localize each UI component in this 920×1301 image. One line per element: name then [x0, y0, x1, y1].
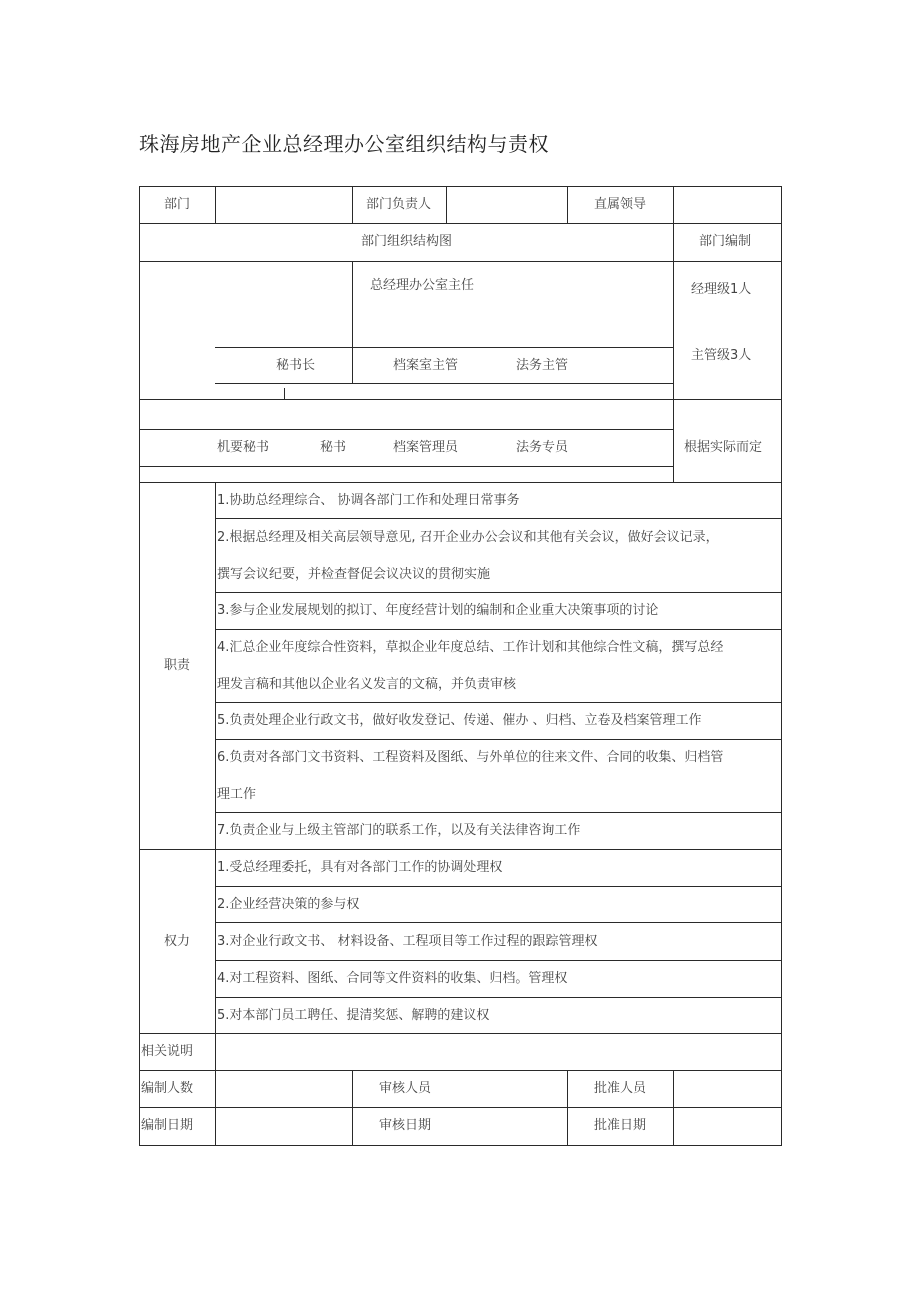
staffing-label: 部门编制 — [699, 234, 752, 249]
row-divider — [215, 812, 782, 813]
org-node-legal-supervisor: 法务主管 — [516, 358, 569, 373]
dept-head-label: 部门负责人 — [366, 197, 432, 212]
row-divider — [139, 223, 782, 224]
row-divider — [139, 482, 782, 483]
row-divider — [215, 886, 782, 887]
duty-item-6-line-2: 理工作 — [217, 787, 257, 802]
org-node-secretary-general: 秘书长 — [276, 358, 316, 373]
table-border-bottom — [139, 1145, 782, 1146]
row-divider — [446, 186, 447, 223]
org-box-line — [215, 383, 673, 384]
row-divider — [139, 261, 782, 262]
org-box-line — [139, 429, 673, 430]
org-box-line — [215, 347, 673, 348]
duty-item-4-line-2: 理发言稿和其他以企业名义发言的文稿，并负责审核 — [217, 677, 517, 692]
approver-label: 批准人员 — [594, 1081, 647, 1096]
duty-item-5: 5.负责处理企业行政文书，做好收发登记、传递、催办 、归档、立卷及档案管理工作 — [217, 713, 702, 728]
org-node-confidential-secretary: 机要秘书 — [217, 440, 270, 455]
direct-leader-label: 直属领导 — [594, 197, 647, 212]
row-divider — [567, 186, 568, 223]
row-divider — [352, 186, 353, 223]
org-node-legal-specialist: 法务专员 — [516, 440, 569, 455]
duty-item-2-line-2: 撰写会议纪要，并检查督促会议决议的贯彻实施 — [217, 567, 491, 582]
duty-item-4-line-1: 4.汇总企业年度综合性资料，草拟企业年度总结、工作计划和其他综合性文稿，撰写总经 — [217, 640, 724, 655]
row-divider — [139, 1107, 782, 1108]
row-divider — [215, 960, 782, 961]
column-divider — [352, 1070, 353, 1146]
staffing-manager-count: 经理级1人 — [691, 282, 752, 297]
org-node-archive-supervisor: 档案室主管 — [393, 358, 459, 373]
dept-label: 部门 — [164, 197, 191, 212]
duty-item-2-line-1: 2.根据总经理及相关高层领导意见, 召开企业办公会议和其他有关会议，做好会议记录， — [217, 530, 719, 545]
duty-item-7: 7.负责企业与上级主管部门的联系工作，以及有关法律咨询工作 — [217, 823, 581, 838]
org-chart-label: 部门组织结构图 — [361, 234, 453, 249]
page-title: 珠海房地产企业总经理办公室组织结构与责权 — [139, 132, 549, 156]
row-divider — [215, 702, 782, 703]
org-box-line — [139, 399, 782, 400]
staffing-supervisor-count: 主管级3人 — [691, 348, 752, 363]
column-divider — [567, 1070, 568, 1146]
org-connector — [284, 388, 285, 399]
row-divider — [139, 849, 782, 850]
powers-label: 权力 — [164, 934, 191, 949]
reviewer-label: 审核人员 — [379, 1081, 432, 1096]
approve-date-label: 批准日期 — [594, 1118, 647, 1133]
row-divider — [215, 186, 216, 223]
duty-item-3: 3.参与企业发展规划的拟订、年度经营计划的编制和企业重大决策事项的讨论 — [217, 603, 659, 618]
duty-item-1: 1.协助总经理综合、 协调各部门工作和处理日常事务 — [217, 493, 520, 508]
table-border-left — [139, 186, 140, 1146]
row-divider — [215, 739, 782, 740]
org-node-secretary: 秘书 — [320, 440, 347, 455]
review-date-label: 审核日期 — [379, 1118, 432, 1133]
row-divider — [139, 1070, 782, 1071]
row-divider — [215, 518, 782, 519]
row-divider — [139, 1033, 782, 1034]
power-item-5: 5.对本部门员工聘任、提清奖惩、解聘的建议权 — [217, 1008, 490, 1023]
duties-label: 职责 — [164, 658, 191, 673]
power-item-4: 4.对工程资料、图纸、合同等文件资料的收集、归档。管理权 — [217, 971, 568, 986]
table-border-right — [781, 186, 782, 1146]
org-node-director: 总经理办公室主任 — [370, 278, 475, 293]
power-item-1: 1.受总经理委托，具有对各部门工作的协调处理权 — [217, 860, 503, 875]
duty-item-6-line-1: 6.负责对各部门文书资料、工程资料及图纸、与外单位的往来文件、合同的收集、归档管 — [217, 750, 724, 765]
row-divider — [215, 997, 782, 998]
row-divider — [673, 186, 674, 223]
notes-label: 相关说明 — [141, 1044, 194, 1059]
column-divider — [673, 1070, 674, 1146]
table-border-top — [139, 186, 782, 187]
power-item-3: 3.对企业行政文书、 材料设备、工程项目等工作过程的跟踪管理权 — [217, 934, 598, 949]
row-divider — [215, 592, 782, 593]
org-node-archivist: 档案管理员 — [393, 440, 459, 455]
column-divider — [215, 482, 216, 1146]
staffing-other-note: 根据实际而定 — [684, 440, 763, 455]
row-divider — [215, 629, 782, 630]
edit-date-label: 编制日期 — [141, 1118, 194, 1133]
org-box-line — [352, 261, 353, 383]
power-item-2: 2.企业经营决策的参与权 — [217, 897, 360, 912]
row-divider — [215, 922, 782, 923]
editor-count-label: 编制人数 — [141, 1081, 194, 1096]
org-box-line — [139, 466, 673, 467]
